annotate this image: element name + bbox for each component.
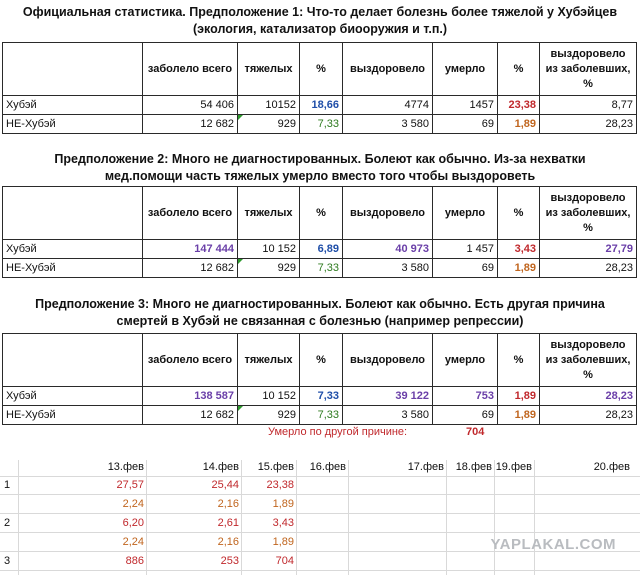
grid-row [0,554,640,571]
cell-pct2: 1,89 [498,259,540,278]
header-severe: тяжелых [238,43,300,96]
table-row [3,259,637,278]
header-died: умерло [433,187,498,240]
header-pct: % [300,187,343,240]
cell-total: 147 444 [143,240,238,259]
header-died: умерло [433,43,498,96]
cell-pct: 7,33 [300,406,343,425]
header-pct2: % [498,334,540,387]
grid-cell: 886 [125,555,144,567]
grid-row-index: 2 [4,517,11,529]
cell-died: 1 457 [433,240,498,259]
row-name: НЕ-Хубэй [3,406,143,425]
header-recovered: выздоровело [343,43,433,96]
cell-recovered: 39 122 [343,387,433,406]
cell-died: 69 [433,115,498,134]
row-name: Хубэй [3,240,143,259]
other-cause-label: Умерло по другой причине: [268,426,408,438]
grid-cell: 1,89 [272,536,294,548]
cell-died: 1457 [433,96,498,115]
header-severe: тяжелых [238,187,300,240]
grid-line [18,460,19,575]
cell-recovered-of: 27,79 [540,240,637,259]
grid-cell: 1,89 [272,498,294,510]
cell-pct: 7,33 [300,259,343,278]
cell-pct2: 1,89 [498,406,540,425]
table-row [3,387,637,406]
cell-recovered-of: 28,23 [540,115,637,134]
cell-total: 54 406 [143,96,238,115]
grid-row-index: 1 [4,479,11,491]
grid-cell: 3,43 [272,517,294,529]
cell-severe: 929 [238,115,300,134]
row-name: НЕ-Хубэй [3,115,143,134]
grid-cell: 2,24 [122,536,144,548]
cell-severe: 929 [238,259,300,278]
header-pct: % [300,43,343,96]
table-row [3,115,637,134]
header-died: умерло [433,334,498,387]
date-header: 14.фев [202,461,239,473]
row-name: НЕ-Хубэй [3,259,143,278]
other-cause-value: 704 [466,426,485,438]
cell-pct2: 23,38 [498,96,540,115]
cell-severe: 10152 [238,96,300,115]
grid-row [0,516,640,533]
grid-row [0,497,640,514]
grid-cell: 253 [220,555,239,567]
header-severe: тяжелых [238,334,300,387]
row-name: Хубэй [3,96,143,115]
date-header: 19.фев [495,461,532,473]
cell-died: 69 [433,259,498,278]
watermark: YAPLAKAL.COM [490,536,616,553]
cell-pct2: 3,43 [498,240,540,259]
cell-severe: 10 152 [238,240,300,259]
cell-recovered-of: 8,77 [540,96,637,115]
cell-recovered-of: 28,23 [540,259,637,278]
grid-line [296,460,297,575]
header-pct: % [300,334,343,387]
grid-line [146,460,147,575]
cell-died: 753 [433,387,498,406]
table-row [3,96,637,115]
header-recovered-of: выздоровело из заболевших, % [540,334,637,387]
grid-line [348,460,349,575]
cell-recovered: 3 580 [343,115,433,134]
date-header: 13.фев [107,461,144,473]
cell-severe: 10 152 [238,387,300,406]
cell-recovered: 3 580 [343,406,433,425]
grid-cell: 704 [275,555,294,567]
cell-severe: 929 [238,406,300,425]
header-pct2: % [498,187,540,240]
grid-line [494,460,495,575]
date-header: 17.фев [407,461,444,473]
cell-pct2: 1,89 [498,387,540,406]
grid-cell: 2,16 [217,536,239,548]
cell-pct: 7,33 [300,387,343,406]
cell-died: 69 [433,406,498,425]
table-assumption2 [2,186,637,278]
cell-pct2: 1,89 [498,115,540,134]
table-header [3,43,637,96]
cell-total: 12 682 [143,259,238,278]
cell-pct: 6,89 [300,240,343,259]
cell-total: 138 587 [143,387,238,406]
grid-cell: 25,44 [211,479,239,491]
dates-grid [0,460,640,575]
cell-recovered-of: 28,23 [540,387,637,406]
dates-header-row [0,460,640,477]
grid-row [0,478,640,495]
date-header: 15.фев [257,461,294,473]
grid-row-index: 3 [4,555,11,567]
table-row [3,240,637,259]
section1-title: Официальная статистика. Предположение 1: Что-то делает болезнь более тяжелой у Хубэйцев (экология, катализатор биооружия и т.п.) [22,5,618,36]
cell-recovered-of: 28,23 [540,406,637,425]
date-header: 20.фев [593,461,630,473]
section2-title: Предположение 2: Много не диагностированных. Болеют как обычно. Из-за нехватки мед.помощи часть тяжелых умерло вместо того чтобы выздороветь [54,152,586,183]
header-total: заболело всего [143,43,238,96]
grid-cell: 2,16 [217,498,239,510]
grid-cell: 27,57 [116,479,144,491]
header-recovered-of: выздоровело из заболевших, % [540,187,637,240]
grid-line [241,460,242,575]
grid-cell: 6,20 [122,517,144,529]
header-recovered-of: выздоровело из заболевших, % [540,43,637,96]
grid-cell: 2,24 [122,498,144,510]
grid-cell: 2,61 [217,517,239,529]
date-header: 16.фев [309,461,346,473]
cell-recovered: 3 580 [343,259,433,278]
grid-line [446,460,447,575]
section3-title: Предположение 3: Много не диагностированных. Болеют как обычно. Есть другая причина смертей в Хубэй не связанная с болезнью (например репрессии) [35,297,605,328]
header-recovered: выздоровело [343,187,433,240]
row-name: Хубэй [3,387,143,406]
header-recovered: выздоровело [343,334,433,387]
cell-pct: 18,66 [300,96,343,115]
grid-line [534,460,535,575]
cell-pct: 7,33 [300,115,343,134]
table-row [3,406,637,425]
cell-recovered: 40 973 [343,240,433,259]
table-assumption1 [2,42,637,134]
cell-total: 12 682 [143,115,238,134]
table-header [3,187,637,240]
cell-recovered: 4774 [343,96,433,115]
date-header: 18.фев [455,461,492,473]
table-header [3,334,637,387]
header-total: заболело всего [143,187,238,240]
header-total: заболело всего [143,334,238,387]
header-pct2: % [498,43,540,96]
table-assumption3 [2,333,637,425]
grid-cell: 23,38 [266,479,294,491]
cell-total: 12 682 [143,406,238,425]
